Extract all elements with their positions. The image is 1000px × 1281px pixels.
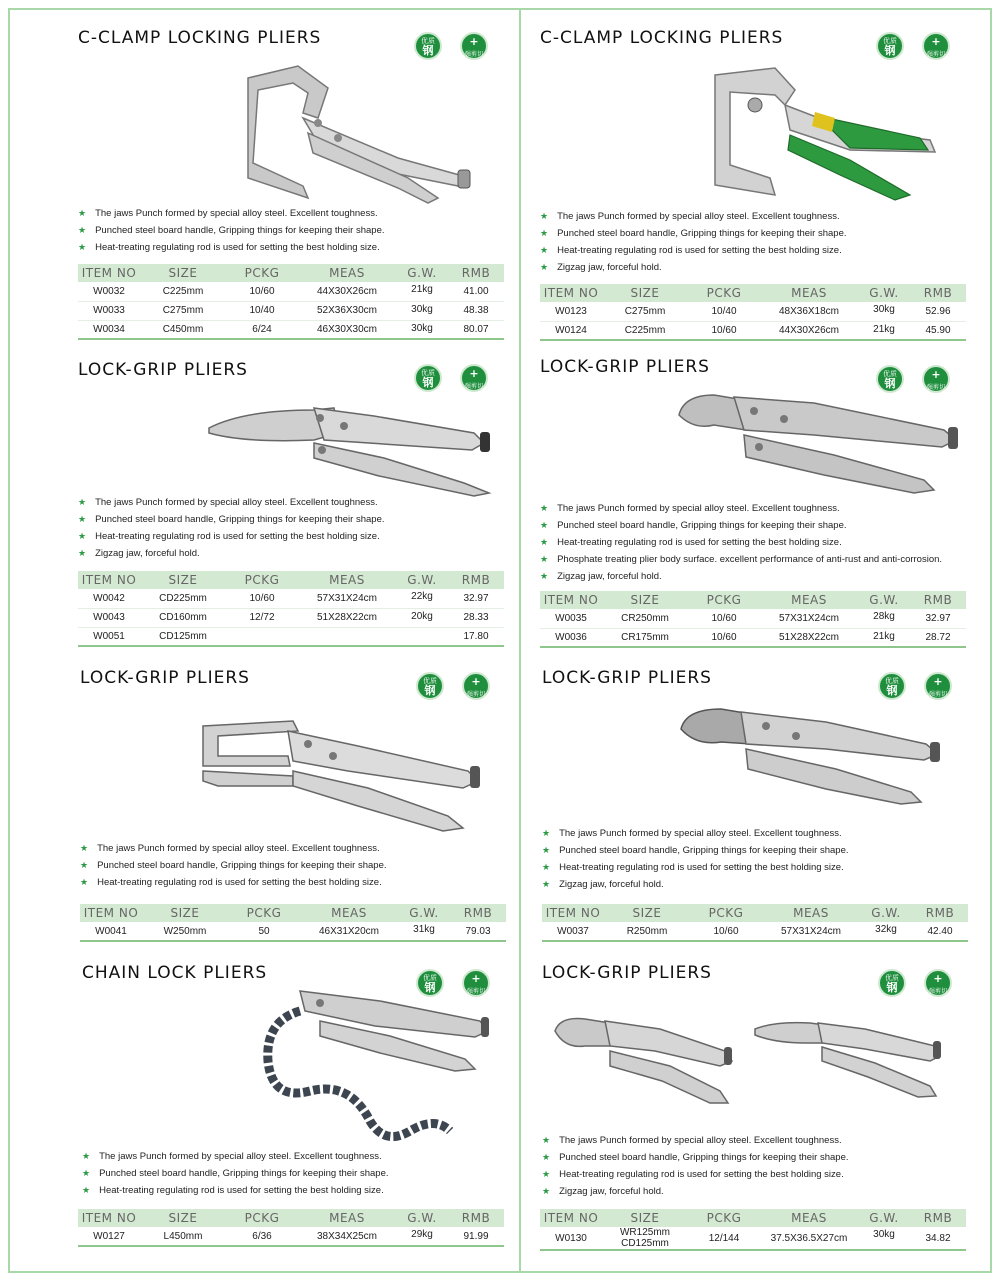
- star-icon: ★: [540, 537, 549, 547]
- col-item-no: ITEM NO: [81, 573, 137, 587]
- product-section-lock-grip-pliers-r250: [542, 668, 972, 948]
- col-gw: G.W.: [407, 1211, 437, 1225]
- quality-steel-badge-icon: 优质 钢: [416, 969, 444, 997]
- col-item-no: ITEM NO: [545, 906, 601, 920]
- col-gw: G.W.: [869, 286, 899, 300]
- quality-steel-badge-icon: 优质 钢: [878, 969, 906, 997]
- col-size: SIZE: [630, 1211, 660, 1225]
- table-header-row: [78, 571, 504, 589]
- table-row: W0123 C275mm 10/40 48X36X18cm 30kg 52.96: [540, 302, 966, 321]
- table-row: W0033 C275mm 10/40 52X36X30cm 30kg 48.38: [78, 301, 504, 320]
- spec-table: [80, 904, 506, 942]
- feature-item: ★ Heat-treating regulating rod is used for setting the best holding size.: [542, 1169, 844, 1180]
- col-gw: G.W.: [869, 593, 899, 607]
- product-section-c-clamp-locking-pliers: [78, 28, 508, 348]
- feature-item: ★ The jaws Punch formed by special alloy steel. Excellent toughness.: [78, 208, 378, 219]
- col-gw: G.W.: [407, 266, 437, 280]
- spec-table: [542, 904, 968, 942]
- feature-item: ★ Punched steel board handle, Gripping things for keeping their shape.: [542, 845, 849, 856]
- col-meas: MEAS: [331, 906, 367, 920]
- col-item-no: ITEM NO: [81, 1211, 137, 1225]
- feature-list: [78, 494, 385, 562]
- star-icon: ★: [540, 554, 549, 564]
- quality-steel-badge-icon: 优质 钢: [876, 365, 904, 393]
- feature-badges: [878, 672, 970, 704]
- col-rmb: RMB: [923, 593, 953, 607]
- star-icon: ★: [80, 877, 89, 887]
- welding-lock-grip-pliers-image: [198, 716, 488, 836]
- star-icon: ★: [540, 520, 549, 530]
- feature-item: ★ The jaws Punch formed by special alloy steel. Excellent toughness.: [78, 497, 378, 508]
- feature-list: [542, 1132, 849, 1200]
- col-rmb: RMB: [463, 906, 493, 920]
- star-icon: ★: [78, 242, 87, 252]
- col-meas: MEAS: [791, 1211, 827, 1225]
- feature-item: ★ Heat-treating regulating rod is used for setting the best holding size.: [540, 245, 842, 256]
- feature-item: ★ Punched steel board handle, Gripping things for keeping their shape.: [540, 520, 847, 531]
- feature-item: ★ Heat-treating regulating rod is used for setting the best holding size.: [78, 242, 380, 253]
- col-rmb: RMB: [923, 1211, 953, 1225]
- size-cell-two-line: WR125mm CD125mm: [602, 1227, 688, 1250]
- col-pckg: PCKG: [706, 1211, 742, 1225]
- feature-list: [82, 1148, 389, 1199]
- table-row: W0032 C225mm 10/60 44X30X26cm 21kg 41.00: [78, 282, 504, 301]
- feature-item: ★ Heat-treating regulating rod is used for setting the best holding size.: [542, 862, 844, 873]
- section-title: C-CLAMP LOCKING PLIERS: [540, 28, 784, 48]
- section-title: C-CLAMP LOCKING PLIERS: [78, 28, 322, 48]
- feature-item: ★ Heat-treating regulating rod is used for setting the best holding size.: [540, 537, 842, 548]
- table-row: W0043 CD160mm 12/72 51X28X22cm 20kg 28.33: [78, 608, 504, 627]
- col-gw: G.W.: [407, 573, 437, 587]
- table-row: W0130 WR125mm CD125mm 12/144 37.5X36.5X27cm 30kg 34.82: [540, 1227, 966, 1250]
- quality-steel-badge-icon: 优质 钢: [876, 32, 904, 60]
- star-icon: ★: [78, 548, 87, 558]
- col-rmb: RMB: [461, 1211, 491, 1225]
- table-header-row: [540, 591, 966, 609]
- table-row: W0124 C225mm 10/60 44X30X26cm 21kg 45.90: [540, 321, 966, 340]
- star-icon: ★: [542, 1186, 551, 1196]
- feature-item: ★ Punched steel board handle, Gripping things for keeping their shape.: [78, 514, 385, 525]
- feature-badges: [878, 969, 970, 1001]
- table-row: W0035 CR250mm 10/60 57X31X24cm 28kg 32.97: [540, 609, 966, 628]
- col-meas: MEAS: [329, 266, 365, 280]
- product-section-lock-grip-pliers-curved-jaw: [540, 357, 970, 657]
- quality-steel-badge-icon: 优质 钢: [416, 672, 444, 700]
- col-meas: MEAS: [793, 906, 829, 920]
- star-icon: ★: [542, 1152, 551, 1162]
- table-row: W0034 C450mm 6/24 46X30X30cm 30kg 80.07: [78, 320, 504, 339]
- feature-item: ★ Punched steel board handle, Gripping things for keeping their shape.: [540, 228, 847, 239]
- col-pckg: PCKG: [246, 906, 282, 920]
- star-icon: ★: [540, 503, 549, 513]
- feature-item: ★ The jaws Punch formed by special alloy steel. Excellent toughness.: [542, 828, 842, 839]
- table-header-row: [80, 904, 506, 922]
- star-icon: ★: [542, 1169, 551, 1179]
- col-gw: G.W.: [869, 1211, 899, 1225]
- chain-lock-pliers-image: [260, 981, 490, 1151]
- table-row: W0041 W250mm 50 46X31X20cm 31kg 79.03: [80, 922, 506, 941]
- quality-steel-badge-icon: 优质 钢: [414, 32, 442, 60]
- table-row: W0127 L450mm 6/36 38X34X25cm 29kg 91.99: [78, 1227, 504, 1246]
- col-pckg: PCKG: [244, 1211, 280, 1225]
- star-icon: ★: [542, 1135, 551, 1145]
- feature-item: ★ The jaws Punch formed by special alloy steel. Excellent toughness.: [542, 1135, 842, 1146]
- strong-cut-badge-icon: + 强剪切: [460, 364, 488, 392]
- col-pckg: PCKG: [706, 593, 742, 607]
- spec-table: [78, 264, 504, 340]
- star-icon: ★: [542, 879, 551, 889]
- section-title: LOCK-GRIP PLIERS: [78, 360, 248, 380]
- col-size: SIZE: [168, 573, 198, 587]
- feature-item: ★ Punched steel board handle, Gripping things for keeping their shape.: [542, 1152, 849, 1163]
- col-size: SIZE: [168, 1211, 198, 1225]
- col-item-no: ITEM NO: [81, 266, 137, 280]
- col-rmb: RMB: [923, 286, 953, 300]
- star-icon: ★: [78, 514, 87, 524]
- section-title: LOCK-GRIP PLIERS: [542, 668, 712, 688]
- col-gw: G.W.: [871, 906, 901, 920]
- star-icon: ★: [540, 262, 549, 272]
- col-gw: G.W.: [409, 906, 439, 920]
- strong-cut-badge-icon: + 强剪切: [460, 32, 488, 60]
- lock-grip-pliers-pair-image: [550, 1011, 950, 1121]
- strong-cut-badge-icon: + 强剪切: [924, 969, 952, 997]
- table-header-row: [78, 264, 504, 282]
- feature-item: ★ The jaws Punch formed by special alloy steel. Excellent toughness.: [80, 843, 380, 854]
- product-section-c-clamp-locking-pliers-green: [540, 28, 970, 348]
- col-pckg: PCKG: [708, 906, 744, 920]
- spec-table: [540, 284, 966, 341]
- feature-item: ★ Heat-treating regulating rod is used for setting the best holding size.: [82, 1185, 384, 1196]
- feature-item: ★ Heat-treating regulating rod is used for setting the best holding size.: [80, 877, 382, 888]
- c-clamp-pliers-green-handle-image: [700, 60, 960, 210]
- col-pckg: PCKG: [244, 573, 280, 587]
- strong-cut-badge-icon: + 强剪切: [922, 32, 950, 60]
- star-icon: ★: [542, 862, 551, 872]
- col-rmb: RMB: [461, 573, 491, 587]
- feature-badges: [416, 672, 508, 704]
- col-rmb: RMB: [925, 906, 955, 920]
- star-icon: ★: [82, 1151, 91, 1161]
- quality-steel-badge-icon: 优质 钢: [878, 672, 906, 700]
- feature-item: ★ Zigzag jaw, forceful hold.: [540, 571, 662, 582]
- star-icon: ★: [78, 225, 87, 235]
- star-icon: ★: [540, 211, 549, 221]
- spec-table: [78, 1209, 504, 1247]
- star-icon: ★: [540, 571, 549, 581]
- feature-item: ★ Punched steel board handle, Gripping things for keeping their shape.: [78, 225, 385, 236]
- table-row: W0042 CD225mm 10/60 57X31X24cm 22kg 32.97: [78, 589, 504, 608]
- col-item-no: ITEM NO: [543, 593, 599, 607]
- col-meas: MEAS: [329, 1211, 365, 1225]
- feature-item: ★ Punched steel board handle, Gripping things for keeping their shape.: [82, 1168, 389, 1179]
- feature-list: [80, 840, 387, 891]
- strong-cut-badge-icon: + 强剪切: [462, 672, 490, 700]
- quality-steel-badge-icon: 优质 钢: [414, 364, 442, 392]
- star-icon: ★: [82, 1168, 91, 1178]
- lock-grip-curved-jaw-pliers-image: [674, 385, 964, 495]
- col-rmb: RMB: [461, 266, 491, 280]
- col-size: SIZE: [632, 906, 662, 920]
- column-divider: [519, 8, 521, 1273]
- feature-list: [542, 825, 849, 893]
- star-icon: ★: [542, 845, 551, 855]
- star-icon: ★: [80, 843, 89, 853]
- product-section-lock-grip-pliers-pair: [542, 963, 972, 1253]
- spec-table: [78, 571, 504, 647]
- col-item-no: ITEM NO: [543, 286, 599, 300]
- col-pckg: PCKG: [706, 286, 742, 300]
- feature-list: [540, 208, 847, 276]
- product-section-lock-grip-pliers-long-nose: [78, 360, 508, 660]
- feature-item: ★ The jaws Punch formed by special alloy steel. Excellent toughness.: [82, 1151, 382, 1162]
- section-title: LOCK-GRIP PLIERS: [540, 357, 710, 377]
- feature-item: ★ Punched steel board handle, Gripping things for keeping their shape.: [80, 860, 387, 871]
- star-icon: ★: [542, 828, 551, 838]
- feature-item: ★ Heat-treating regulating rod is used for setting the best holding size.: [78, 531, 380, 542]
- col-item-no: ITEM NO: [543, 1211, 599, 1225]
- table-row: W0036 CR175mm 10/60 51X28X22cm 21kg 28.72: [540, 628, 966, 647]
- col-size: SIZE: [630, 286, 660, 300]
- product-section-lock-grip-pliers-welding: [80, 668, 510, 948]
- lock-grip-pliers-r250-image: [676, 704, 946, 814]
- strong-cut-badge-icon: + 强剪切: [922, 365, 950, 393]
- lock-grip-long-nose-pliers-image: [204, 388, 494, 498]
- star-icon: ★: [80, 860, 89, 870]
- table-header-row: [542, 904, 968, 922]
- col-pckg: PCKG: [244, 266, 280, 280]
- table-row: W0051 CD125mm 17.80: [78, 627, 504, 646]
- feature-item: ★ The jaws Punch formed by special alloy steel. Excellent toughness.: [540, 211, 840, 222]
- star-icon: ★: [78, 208, 87, 218]
- col-size: SIZE: [168, 266, 198, 280]
- table-header-row: [540, 1209, 966, 1227]
- col-item-no: ITEM NO: [83, 906, 139, 920]
- star-icon: ★: [78, 497, 87, 507]
- table-row: W0037 R250mm 10/60 57X31X24cm 32kg 42.40: [542, 922, 968, 941]
- c-clamp-pliers-image: [208, 58, 488, 208]
- section-title: LOCK-GRIP PLIERS: [80, 668, 250, 688]
- spec-table: [540, 1209, 966, 1251]
- feature-item: ★ Zigzag jaw, forceful hold.: [542, 879, 664, 890]
- col-size: SIZE: [630, 593, 660, 607]
- strong-cut-badge-icon: + 强剪切: [924, 672, 952, 700]
- col-meas: MEAS: [791, 286, 827, 300]
- feature-item: ★ Zigzag jaw, forceful hold.: [542, 1186, 664, 1197]
- star-icon: ★: [540, 245, 549, 255]
- table-header-row: [78, 1209, 504, 1227]
- feature-item: ★ Zigzag jaw, forceful hold.: [78, 548, 200, 559]
- feature-list: [78, 205, 385, 256]
- feature-item: ★ Phosphate treating plier body surface. excellent performance of anti-rust and anti-corrosion.: [540, 554, 943, 565]
- spec-table: [540, 591, 966, 648]
- col-size: SIZE: [170, 906, 200, 920]
- section-title: CHAIN LOCK PLIERS: [82, 963, 268, 983]
- product-section-chain-lock-pliers: [82, 963, 512, 1253]
- col-meas: MEAS: [329, 573, 365, 587]
- star-icon: ★: [78, 531, 87, 541]
- feature-item: ★ Zigzag jaw, forceful hold.: [540, 262, 662, 273]
- star-icon: ★: [82, 1185, 91, 1195]
- strong-cut-badge-icon: + 强剪切: [462, 969, 490, 997]
- col-meas: MEAS: [791, 593, 827, 607]
- star-icon: ★: [540, 228, 549, 238]
- feature-list: [540, 500, 942, 585]
- feature-item: ★ The jaws Punch formed by special alloy steel. Excellent toughness.: [540, 503, 840, 514]
- section-title: LOCK-GRIP PLIERS: [542, 963, 712, 983]
- table-header-row: [540, 284, 966, 302]
